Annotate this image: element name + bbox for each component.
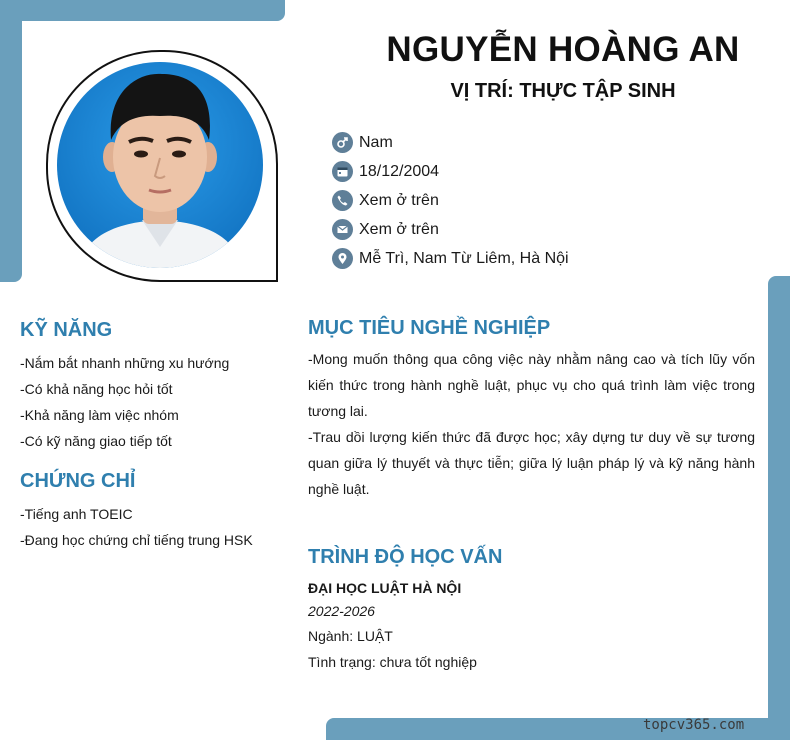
candidate-name: NGUYỄN HOÀNG AN [386,30,740,69]
decor-bar-right [768,276,790,740]
objective-title: MỤC TIÊU NGHỀ NGHIỆP [308,317,551,339]
decor-bar-top [0,0,285,21]
certificate-item: -Tiếng anh TOEIC [20,506,133,522]
info-row-address [332,244,569,273]
certificate-item: -Đang học chứng chỉ tiếng trung HSK [20,532,253,548]
gender-text: Nam [359,133,393,151]
info-row-phone [332,186,569,215]
school-name: ĐẠI HỌC LUẬT HÀ NỘI [308,580,462,596]
education-title: TRÌNH ĐỘ HỌC VẤN [308,546,503,568]
objective-paragraph: -Trau dồi lượng kiến thức đã được học; xây dựng tư duy về sự tương quan giữa lý thuyết và thực tiễn; giữa lý luận pháp lý và kỹ năng hành nghề luật. [308,429,755,497]
email-text: Xem ở trên [359,220,439,238]
contact-info [332,128,569,273]
info-row-gender [332,128,569,157]
calendar-icon [332,161,353,182]
skill-item: -Có khả năng học hỏi tốt [20,381,173,397]
education-major: Ngành: LUẬT [308,628,393,644]
watermark: topcv365.com [643,717,745,733]
profile-photo [57,62,263,268]
skill-item: -Nắm bắt nhanh những xu hướng [20,355,230,371]
phone-text: Xem ở trên [359,191,439,209]
info-row-birthday [332,157,569,186]
skill-item: -Có kỹ năng giao tiếp tốt [20,433,172,449]
address-text: Mễ Trì, Nam Từ Liêm, Hà Nội [359,249,569,267]
certificates-title: CHỨNG CHỈ [20,470,136,492]
objective-paragraph: -Mong muốn thông qua công việc này nhằm nâng cao và tích lũy vốn kiến thức trong hành nghề luật, phục vụ cho quá trình làm việc trong tương lai. [308,351,755,419]
phone-icon [332,190,353,211]
skills-title: KỸ NĂNG [20,319,113,341]
position-title: VỊ TRÍ: THỰC TẬP SINH [450,80,676,102]
education-status: Tình trạng: chưa tốt nghiệp [308,654,477,670]
location-icon [332,248,353,269]
objective-text [308,346,755,502]
decor-bar-left [0,0,22,282]
gender-icon [332,132,353,153]
skill-item: -Khả năng làm việc nhóm [20,407,179,423]
email-icon [332,219,353,240]
education-years: 2022-2026 [308,603,375,619]
info-row-email [332,215,569,244]
birthday-text: 18/12/2004 [359,162,440,180]
